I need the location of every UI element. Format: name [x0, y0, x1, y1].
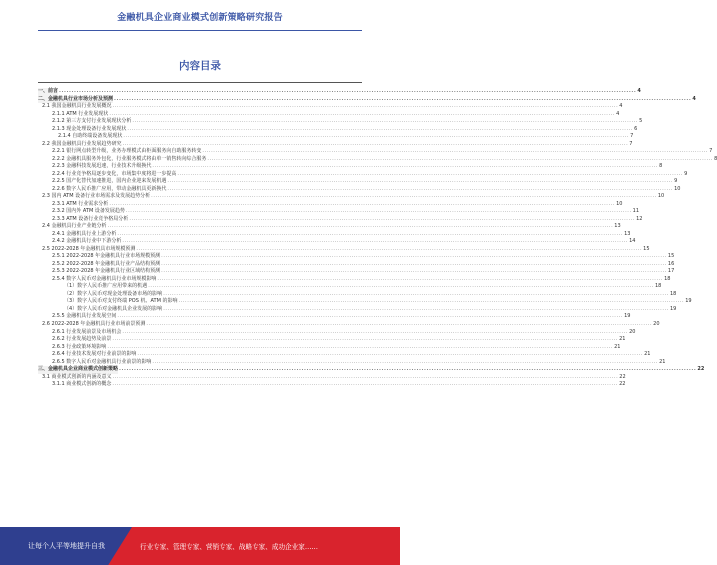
toc-leader-dots	[136, 246, 642, 254]
toc-entry-page: 20	[629, 328, 636, 335]
toc-entry-page: 18	[654, 283, 662, 290]
toc-leader-dots	[152, 359, 658, 367]
toc-entry-title: 2.4.1 金融机具行业上游分析	[52, 230, 117, 237]
toc-title-rule	[38, 82, 362, 83]
toc-entry-title: 2.5.4 数字人民币对金融机具行业市场规模影响	[52, 275, 157, 282]
toc-entry-title: 2.2.2 金融机具服务外包化，行业服务模式将由单一销售转向综合服务	[52, 155, 207, 162]
toc-entry-title: 二、金融机具行业市场分析及预测	[38, 95, 114, 102]
toc-entry[interactable]	[38, 343, 621, 352]
toc-entry-title: 三、金融机具企业商业模式创新策略	[38, 366, 119, 373]
toc-entry-title: 2.3 国内 ATM 设备行业市场需求及发展趋势分析	[42, 193, 151, 200]
toc-entry-page: 21	[644, 351, 651, 358]
toc-entry[interactable]	[38, 268, 675, 276]
toc-leader-dots	[161, 253, 667, 261]
toc-entry-title: 2.6.2 行业发展趋势及前景	[52, 336, 112, 343]
toc-entry[interactable]	[38, 178, 678, 186]
toc-entry-page: 15	[643, 245, 650, 252]
toc-entry-title: （1）数字人民币推广应用带来的机遇	[64, 283, 148, 290]
toc-entry[interactable]	[38, 223, 621, 231]
toc-entry-page: 9	[674, 178, 678, 185]
toc-entry-page: 9	[684, 170, 688, 177]
toc-entry-title: 2.4.2 金融机具行业中下游分析	[52, 238, 122, 245]
toc-entry-page: 10	[616, 200, 623, 207]
toc-entry-title: 2.1.2 第三方支付行业发展现状分析	[52, 118, 132, 125]
toc-leader-dots	[129, 216, 635, 224]
toc-leader-dots	[137, 351, 643, 359]
toc-entry-page: 19	[685, 298, 692, 305]
toc-entry-title: 2.5 2022-2028 年金融机具市场规模预测	[42, 245, 136, 252]
toc-entry-page: 5	[639, 118, 643, 125]
toc-entry[interactable]	[38, 208, 640, 216]
toc-entry-page: 22	[697, 366, 705, 373]
toc-entry-title: 2.2.6 数字人民币推广应用，带动金融机具更新换代	[52, 185, 167, 192]
toc-entry[interactable]	[38, 373, 626, 382]
toc-entry-title: （3）数字人民币对支付终端 POS 机、ATM 的影响	[64, 298, 178, 305]
toc-entry-page: 8	[714, 155, 717, 162]
toc-entry-title: 2.1.4 自助终端设备发展现状	[58, 133, 123, 140]
toc-entry-title: 2.4 金融机具行业产业链分析	[42, 223, 107, 230]
toc-leader-dots	[113, 103, 619, 111]
toc-entry-page: 10	[657, 193, 665, 200]
toc-entry-page: 21	[659, 358, 666, 365]
toc-leader-dots	[157, 276, 663, 284]
toc-entry[interactable]	[38, 253, 675, 261]
toc-entry-page: 4	[637, 88, 641, 94]
toc-entry-page: 7	[629, 140, 633, 147]
toc-entry-page: 4	[619, 103, 623, 110]
toc-entry-title: 2.2.1 银行网点转型升级，业务办理模式由柜面服务向自助服务转变	[52, 148, 202, 155]
toc-entry-title: 3.1.1 商业模式创新的概念	[52, 381, 112, 388]
toc-entry[interactable]	[38, 133, 634, 141]
toc-leader-dots	[127, 126, 633, 134]
toc-leader-dots	[109, 111, 615, 119]
toc-entry-page: 12	[636, 215, 643, 222]
toc-entry-title: （2）数字人民币对现金处理设备市场的影响	[64, 290, 163, 297]
toc-entry-page: 14	[629, 238, 636, 245]
toc-entry-page: 18	[669, 290, 677, 297]
toc-leader-dots	[163, 306, 669, 314]
toc-leader-dots	[119, 366, 696, 374]
toc-leader-dots	[167, 178, 673, 186]
toc-entry-page: 4	[692, 95, 696, 102]
toc-entry[interactable]	[38, 238, 636, 246]
toc-leader-dots	[152, 163, 658, 171]
table-of-contents	[38, 88, 717, 389]
toc-leader-dots	[123, 133, 629, 141]
toc-entry-page: 21	[614, 343, 621, 350]
toc-entry[interactable]	[38, 358, 666, 367]
toc-entry-page: 21	[619, 336, 626, 343]
toc-entry-page: 8	[659, 163, 663, 170]
toc-leader-dots	[117, 313, 623, 321]
toc-entry[interactable]	[38, 140, 633, 149]
toc-entry-page: 18	[664, 275, 671, 282]
toc-entry-page: 22	[619, 373, 626, 380]
toc-title: 内容目录	[179, 60, 221, 72]
toc-entry[interactable]	[38, 148, 713, 156]
toc-entry-title: 2.1.1 ATM 行业发展现状	[52, 110, 109, 117]
toc-entry-title: 2.2.3 金融科技发展迅速，行业技术升级换代	[52, 163, 152, 170]
toc-entry-page: 20	[653, 320, 660, 327]
toc-leader-dots	[132, 118, 638, 126]
toc-entry-page: 17	[667, 268, 675, 275]
toc-leader-dots	[109, 201, 615, 209]
toc-entry[interactable]	[38, 125, 638, 134]
toc-entry[interactable]	[38, 103, 623, 111]
toc-entry-page: 6	[634, 125, 638, 132]
toc-entry[interactable]	[38, 283, 662, 291]
toc-leader-dots	[59, 88, 636, 96]
toc-entry[interactable]	[38, 110, 620, 119]
toc-entry-title: 2.2.5 国产化替代加速推进，国内企业迎来发展机遇	[52, 178, 167, 185]
toc-entry-page: 7	[709, 148, 713, 155]
toc-entry[interactable]	[38, 381, 626, 389]
toc-entry[interactable]	[38, 313, 631, 321]
toc-entry-title: 一、前言	[38, 88, 59, 94]
toc-entry[interactable]	[38, 193, 665, 201]
toc-entry[interactable]	[38, 366, 705, 374]
toc-leader-dots	[123, 141, 629, 149]
toc-entry-page: 22	[619, 381, 626, 388]
toc-entry[interactable]	[38, 328, 636, 337]
toc-entry-title: 2.5.5 金融机具行业发展空间	[52, 313, 117, 320]
toc-leader-dots	[108, 223, 614, 231]
toc-leader-dots	[161, 261, 667, 269]
toc-leader-dots	[122, 329, 628, 337]
toc-leader-dots	[112, 336, 618, 344]
toc-entry-page: 16	[667, 260, 675, 267]
report-title: 金融机具企业商业模式创新策略研究报告	[117, 13, 283, 23]
header-rule	[38, 30, 362, 31]
toc-entry-title: 2.1.3 现金处理设备行业发展现状	[52, 125, 127, 132]
toc-entry[interactable]	[38, 163, 663, 171]
toc-entry[interactable]	[38, 118, 643, 126]
toc-entry[interactable]	[38, 320, 660, 329]
toc-entry-title: 2.3.2 国内外 ATM 设备发展趋势	[52, 208, 125, 215]
footer-slogan: 让每个人平等地提升自我	[28, 542, 105, 550]
toc-leader-dots	[151, 193, 657, 201]
toc-entry-page: 11	[632, 208, 640, 215]
toc-entry-title: （4）数字人民币对金融机具企业发展的影响	[64, 305, 163, 312]
toc-entry-title: 2.2.4 行业竞争格局逐步变化，市场集中度将进一步提高	[52, 170, 177, 177]
toc-leader-dots	[148, 283, 654, 291]
toc-entry-page: 13	[624, 230, 631, 237]
toc-entry-title: 2.6.4 行业技术发展对行业前景的影响	[52, 351, 137, 358]
toc-leader-dots	[126, 208, 632, 216]
toc-leader-dots	[107, 344, 613, 352]
toc-entry-page: 19	[624, 313, 631, 320]
toc-entry-title: 2.6.1 行业发展前景及市场机会	[52, 328, 122, 335]
toc-leader-dots	[146, 321, 652, 329]
toc-leader-dots	[177, 171, 683, 179]
toc-entry-title: 2.5.1 2022-2028 年金融机具行业市场规模预测	[52, 253, 161, 260]
toc-entry-page: 13	[614, 223, 621, 230]
toc-entry[interactable]	[38, 351, 651, 359]
toc-entry[interactable]	[38, 298, 692, 306]
toc-entry-title: 2.6.5 数字人民币对金融机具行业前景的影响	[52, 358, 152, 365]
toc-entry-page: 7	[630, 133, 634, 140]
toc-leader-dots	[114, 96, 691, 104]
toc-leader-dots	[112, 381, 618, 389]
toc-entry-title: 2.2 我国金融机具行业发展趋势研究	[42, 140, 122, 147]
toc-leader-dots	[207, 156, 713, 164]
toc-leader-dots	[178, 298, 684, 306]
toc-entry-title: 2.6.3 行业政策环境影响	[52, 343, 107, 350]
toc-leader-dots	[161, 268, 667, 276]
toc-entry-page: 19	[669, 305, 677, 312]
toc-entry[interactable]	[38, 88, 641, 96]
toc-entry-page: 10	[674, 185, 681, 192]
page-header	[0, 0, 400, 36]
toc-entry[interactable]	[38, 336, 626, 344]
toc-entry-title: 3.1 商业模式创新的内涵及意义	[42, 373, 112, 380]
toc-entry-title: 2.5.3 2022-2028 年金融机具行业区域结构预测	[52, 268, 161, 275]
toc-entry-title: 2.6 2022-2028 年金融机具行业市场前景预测	[42, 320, 146, 327]
toc-leader-dots	[113, 374, 619, 382]
toc-leader-dots	[167, 186, 673, 194]
toc-entry-page: 15	[667, 253, 675, 260]
toc-leader-dots	[163, 291, 669, 299]
toc-entry[interactable]	[38, 95, 696, 104]
toc-entry-title: 2.5.2 2022-2028 年金融机具行业产品结构预测	[52, 260, 161, 267]
toc-leader-dots	[117, 231, 623, 239]
toc-leader-dots	[202, 148, 708, 156]
toc-entry-title: 2.1 我国金融机具行业发展概况	[42, 103, 112, 110]
toc-entry-title: 2.3.3 ATM 设备行业竞争格局分析	[52, 215, 129, 222]
toc-entry-page: 4	[616, 110, 620, 117]
toc-entry-title: 2.3.1 ATM 行业需求分析	[52, 200, 109, 207]
page-footer	[0, 527, 400, 565]
footer-tagline: 行业专家、管理专家、营销专家、战略专家、成功企业家……	[140, 543, 319, 551]
toc-leader-dots	[122, 238, 628, 246]
